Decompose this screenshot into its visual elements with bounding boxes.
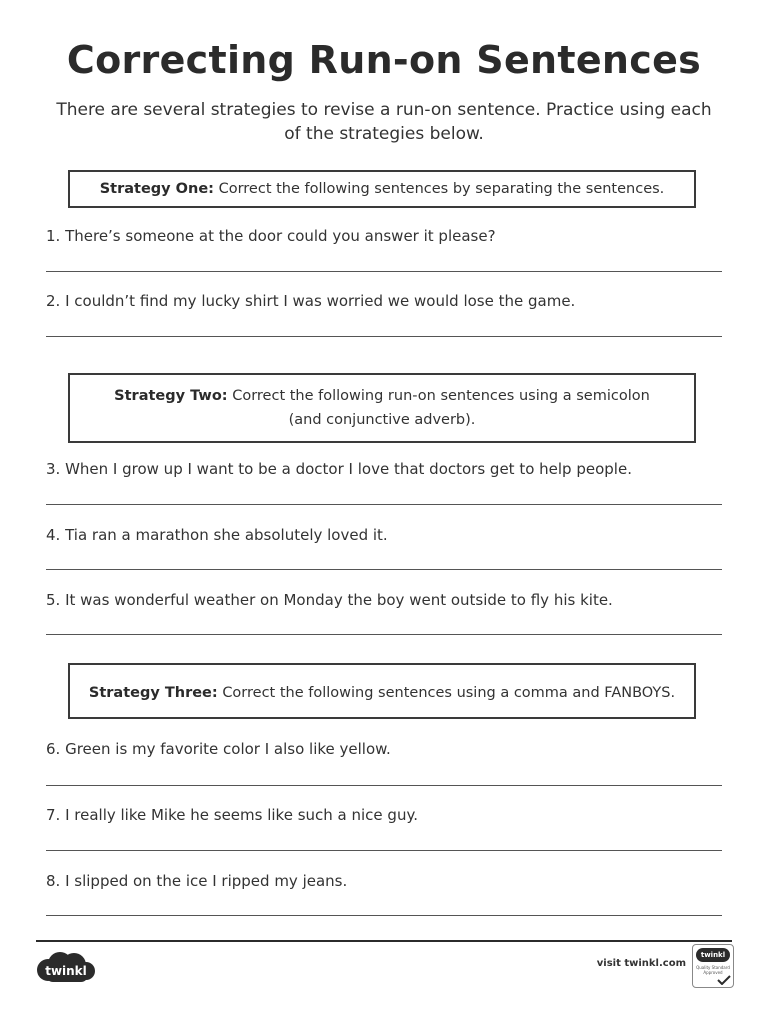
- question-2: 2. I couldn’t find my lucky shirt I was worried we would lose the game.: [46, 292, 576, 310]
- strategy-one-text: Correct the following sentences by separating the sentences.: [218, 181, 665, 197]
- strategy-one-box: [68, 170, 696, 208]
- strategy-two-label: Strategy Two:: [114, 388, 228, 404]
- checkmark-icon: [717, 975, 731, 985]
- quality-badge: [692, 944, 734, 988]
- strategy-one-label: Strategy One:: [99, 181, 214, 197]
- answer-line-7[interactable]: [46, 850, 722, 851]
- strategy-two-text-line2: (and conjunctive adverb).: [288, 412, 476, 428]
- badge-logo: twinkl: [696, 948, 730, 962]
- answer-line-4[interactable]: [46, 569, 722, 570]
- strategy-three-label: Strategy Three:: [88, 685, 218, 701]
- strategy-three-text: Correct the following sentences using a comma and FANBOYS.: [222, 685, 676, 701]
- question-8: 8. I slipped on the ice I ripped my jeans.: [46, 872, 348, 890]
- question-6: 6. Green is my favorite color I also like yellow.: [46, 740, 391, 758]
- question-7: 7. I really like Mike he seems like such a nice guy.: [46, 806, 418, 824]
- intro-text: There are several strategies to revise a run-on sentence. Practice using each of the strategies below.: [56, 100, 712, 144]
- page-title: Correcting Run-on Sentences: [66, 38, 702, 82]
- question-5: 5. It was wonderful weather on Monday the boy went outside to fly his kite.: [46, 591, 613, 609]
- twinkl-logo: [36, 950, 96, 986]
- footer-rule: [36, 940, 732, 942]
- strategy-two-box: [68, 373, 696, 443]
- strategy-three-box: [68, 663, 696, 719]
- answer-line-1[interactable]: [46, 271, 722, 272]
- answer-line-5[interactable]: [46, 634, 722, 635]
- answer-line-6[interactable]: [46, 785, 722, 786]
- answer-line-2[interactable]: [46, 336, 722, 337]
- answer-line-8[interactable]: [46, 915, 722, 916]
- question-4: 4. Tia ran a marathon she absolutely loved it.: [46, 526, 388, 544]
- visit-link[interactable]: visit twinkl.com: [596, 958, 686, 969]
- question-3: 3. When I grow up I want to be a doctor I love that doctors get to help people.: [46, 460, 632, 478]
- answer-line-3[interactable]: [46, 504, 722, 505]
- strategy-two-text: Correct the following run-on sentences using a semicolon: [232, 388, 650, 404]
- badge-text: Quality Standard Approved: [696, 965, 730, 975]
- twinkl-logo-text: twinkl: [45, 964, 87, 978]
- question-1: 1. There’s someone at the door could you answer it please?: [46, 227, 496, 245]
